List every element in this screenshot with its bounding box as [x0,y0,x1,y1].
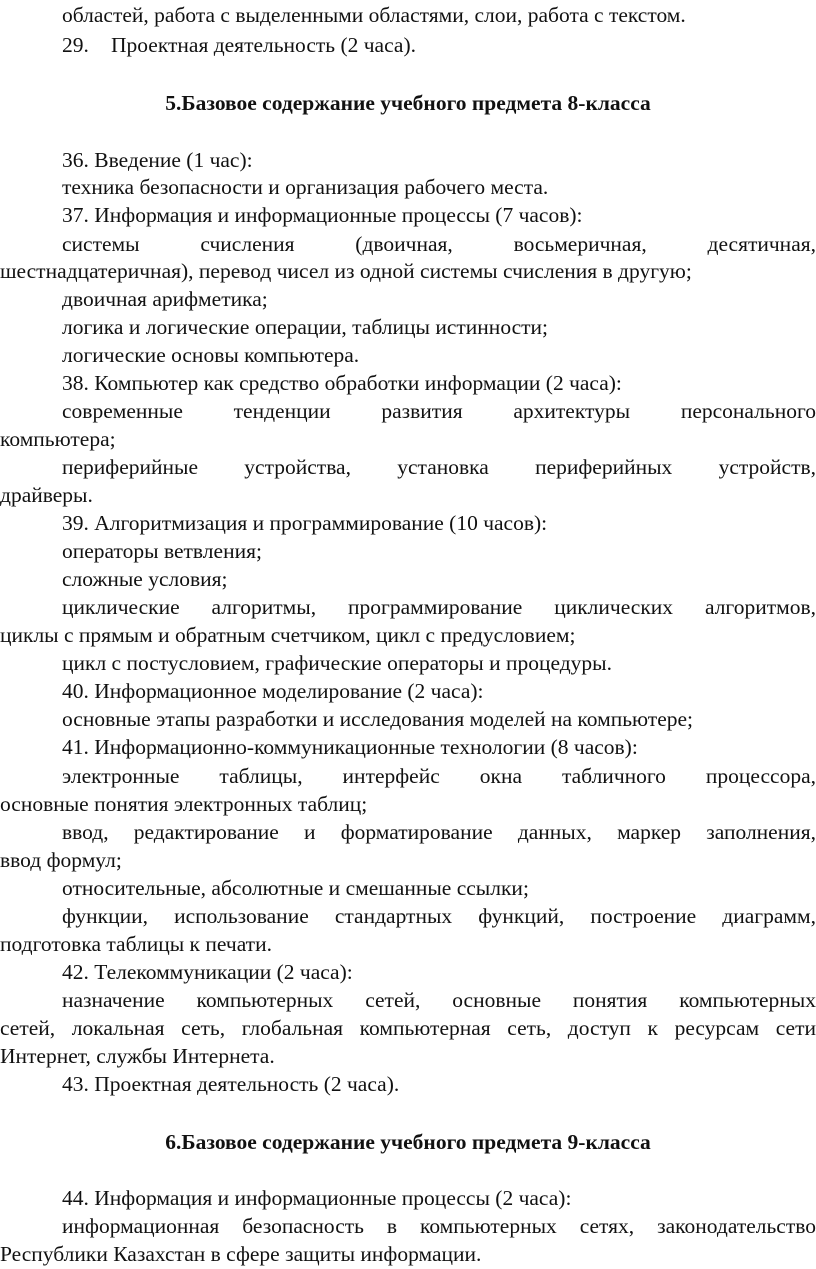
text-line: 39. Алгоритмизация и программирование (10 часов): [62,511,548,535]
text-line: функции, использование стандартных функций, построение диаграмм, [62,904,816,928]
text-line: цикл с постусловием, графические операторы и процедуры. [62,651,612,675]
text-line: 42. Телекоммуникации (2 часа): [62,960,353,984]
text-line: ввод формул; [0,848,122,872]
text-line: 40. Информационное моделирование (2 часа): [62,679,484,703]
item-text: Проектная деятельность (2 часа). [111,33,416,57]
text-line: сложные условия; [62,567,228,591]
text-line: 38. Компьютер как средство обработки информации (2 часа): [62,371,622,395]
text-line: относительные, абсолютные и смешанные ссылки; [62,876,529,900]
text-line: электронные таблицы, интерфейс окна табличного процессора, [62,764,816,788]
text-line: техника безопасности и организация рабочего места. [62,175,549,199]
text-line: ввод, редактирование и форматирование данных, маркер заполнения, [62,820,816,844]
text-line: логика и логические операции, таблицы истинности; [62,315,549,339]
section-heading-8: 5.Базовое содержание учебного предмета 8-класса [165,91,651,115]
text-line: двоичная арифметика; [62,287,268,311]
text-line: операторы ветвления; [62,539,262,563]
text-line: системы счисления (двоичная, восьмеричная, десятичная, [62,232,816,256]
text-line: сетей, локальная сеть, глобальная компьютерная сеть, доступ к ресурсам сети [0,1016,816,1040]
text-line: 36. Введение (1 час): [62,148,253,172]
text-line: 44. Информация и информационные процессы (2 часа): [62,1186,572,1210]
text-line: 37. Информация и информационные процессы (7 часов): [62,203,583,227]
text-line: драйверы. [0,483,93,507]
section-heading-9: 6.Базовое содержание учебного предмета 9-класса [165,1130,651,1154]
text-line: компьютера; [0,427,116,451]
text-line: назначение компьютерных сетей, основные понятия компьютерных [62,988,816,1012]
text-line: информационная безопасность в компьютерных сетях, законодательство [62,1214,816,1238]
item-number: 29. [62,33,89,57]
text-line: современные тенденции развития архитектуры персонального [62,399,816,423]
text-line: Интернет, службы Интернета. [0,1044,275,1068]
text-line: основные понятия электронных таблиц; [0,792,368,816]
list-item-29 [0,30,816,60]
text-line: периферийные устройства, установка периферийных устройств, [62,455,816,479]
text-line: шестнадцатеричная), перевод чисел из одной системы счисления в другую; [0,259,692,283]
text-line: циклы с прямым и обратным счетчиком, цикл с предусловием; [0,623,576,647]
text-line: подготовка таблицы к печати. [0,932,272,956]
text-line: областей, работа с выделенными областями, слои, работа с текстом. [62,3,686,27]
text-line: 43. Проектная деятельность (2 часа). [62,1072,400,1096]
text-line: основные этапы разработки и исследования моделей на компьютере; [62,707,694,731]
text-line: логические основы компьютера. [62,343,360,367]
text-line: циклические алгоритмы, программирование циклических алгоритмов, [62,595,816,619]
text-line: Республики Казахстан в сфере защиты информации. [0,1242,482,1266]
text-line: 41. Информационно-коммуникационные технологии (8 часов): [62,735,638,759]
